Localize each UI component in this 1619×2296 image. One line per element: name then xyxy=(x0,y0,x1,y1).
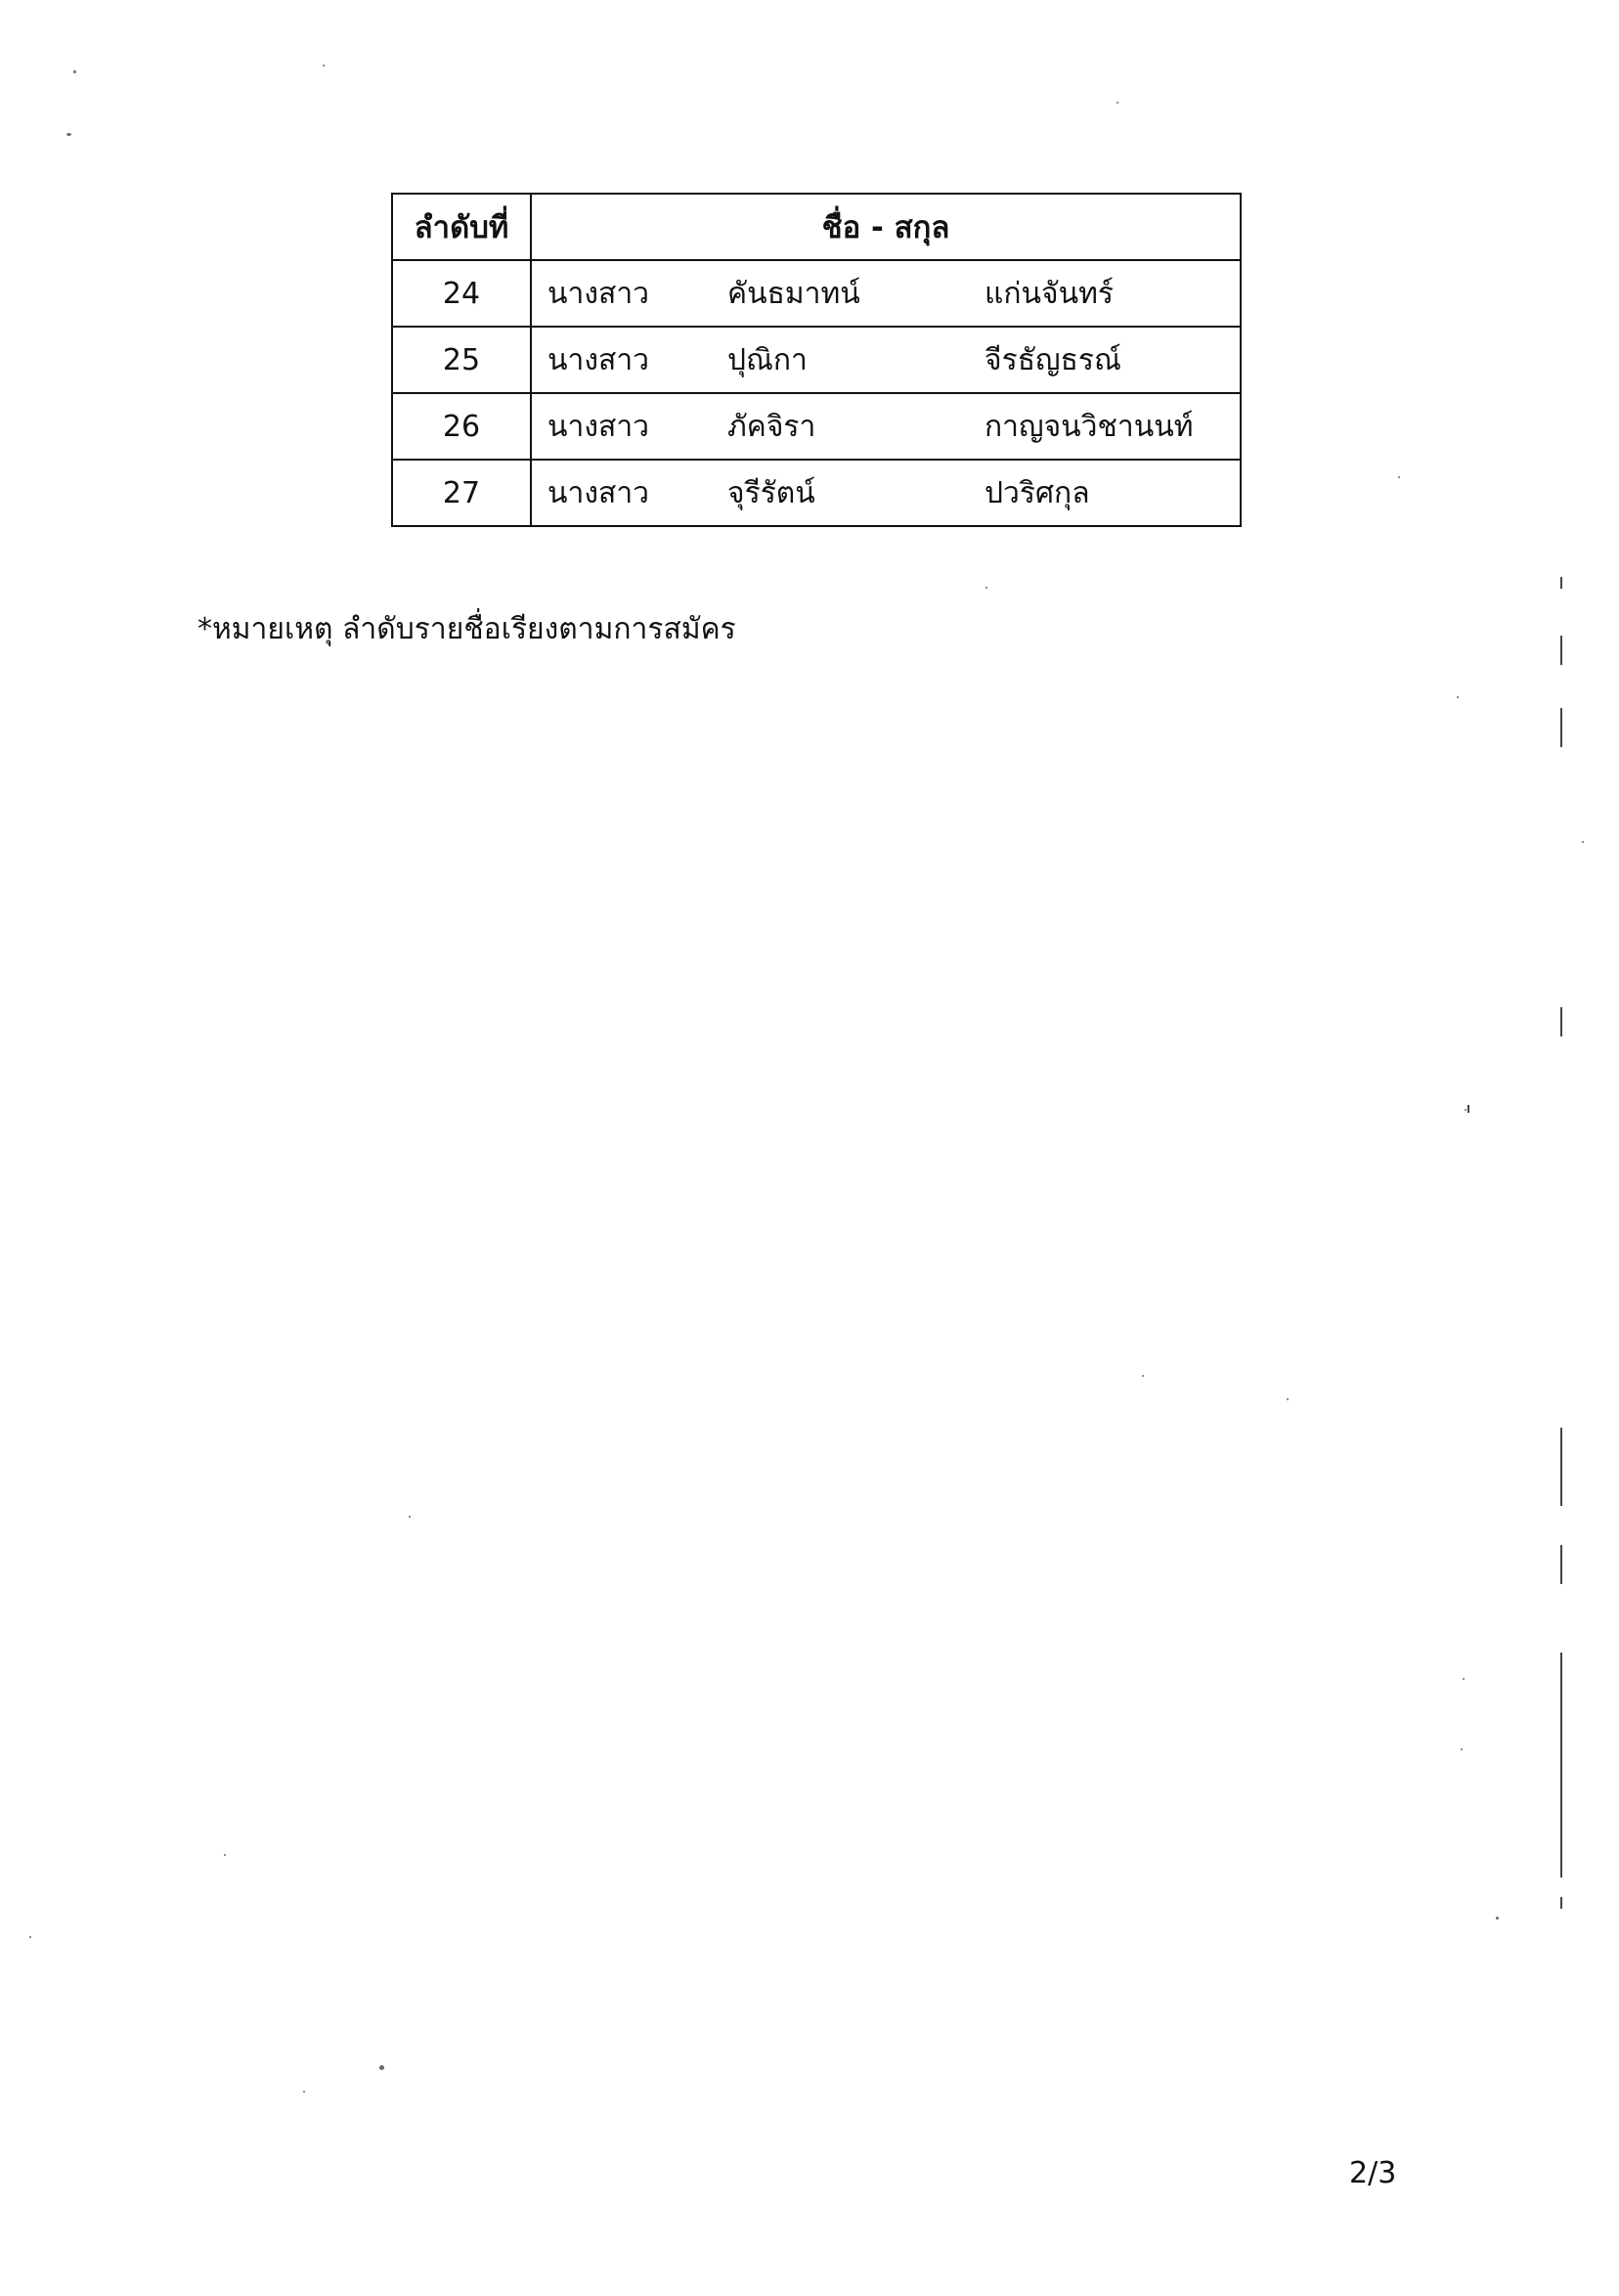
scan-speck xyxy=(224,1854,226,1856)
name-list-table xyxy=(391,193,1242,527)
scan-speck xyxy=(409,1516,411,1518)
first-name: ปุณิกา xyxy=(727,342,808,377)
scan-speck xyxy=(1465,1109,1466,1111)
first-name: ภัคจิรา xyxy=(727,409,816,444)
first-name: จุรีรัตน์ xyxy=(727,475,815,510)
header-order-number: ลำดับที่ xyxy=(392,194,531,260)
table-row xyxy=(392,393,1241,460)
scan-edge-mark xyxy=(1560,577,1562,589)
name-title: นางสาว xyxy=(547,276,650,311)
full-name-cell xyxy=(531,393,1241,460)
scan-speck xyxy=(379,2065,384,2070)
scan-speck xyxy=(303,2091,305,2093)
scan-speck xyxy=(1461,1748,1463,1750)
order-number-cell: 25 xyxy=(392,327,531,393)
scan-edge-mark xyxy=(1467,1105,1469,1113)
table-row xyxy=(392,260,1241,327)
scan-speck xyxy=(66,133,71,136)
table-row xyxy=(392,327,1241,393)
full-name-cell xyxy=(531,327,1241,393)
last-name: กาญจนวิชานนท์ xyxy=(985,409,1194,444)
scan-edge-mark xyxy=(1560,1545,1562,1584)
page-number: 2/3 xyxy=(1349,2156,1397,2190)
scan-speck xyxy=(73,70,76,73)
scan-edge-mark xyxy=(1560,1897,1562,1909)
full-name-cell xyxy=(531,460,1241,526)
scan-speck xyxy=(1463,1678,1465,1680)
name-title: นางสาว xyxy=(547,409,650,444)
name-title: นางสาว xyxy=(547,342,650,377)
scan-speck xyxy=(323,65,325,66)
last-name: จีรธัญธรณ์ xyxy=(985,342,1121,377)
last-name: แก่นจันทร์ xyxy=(985,276,1114,311)
scan-edge-mark xyxy=(1560,708,1562,747)
scan-edge-mark xyxy=(1560,636,1562,665)
first-name: คันธมาทน์ xyxy=(727,276,860,311)
scan-speck xyxy=(29,1936,31,1938)
scan-speck xyxy=(1582,841,1584,843)
scan-speck xyxy=(1116,102,1118,104)
order-number-cell: 26 xyxy=(392,393,531,460)
full-name-cell xyxy=(531,260,1241,327)
scan-speck xyxy=(1287,1398,1289,1400)
scan-speck xyxy=(1398,476,1400,478)
scan-edge-mark xyxy=(1560,1653,1562,1877)
scan-edge-mark xyxy=(1560,1428,1562,1506)
scan-speck xyxy=(1496,1917,1499,1920)
last-name: ปวริศกุล xyxy=(985,475,1090,510)
footnote-remark: *หมายเหตุ ลำดับรายชื่อเรียงตามการสมัคร xyxy=(197,612,736,646)
scan-speck xyxy=(1142,1375,1144,1377)
scan-edge-mark xyxy=(1560,1007,1562,1037)
header-full-name: ชื่อ - สกุล xyxy=(531,194,1241,260)
name-title: นางสาว xyxy=(547,475,650,510)
order-number-cell: 24 xyxy=(392,260,531,327)
scan-speck xyxy=(985,587,987,589)
table-header-row xyxy=(392,194,1241,260)
table-row xyxy=(392,460,1241,526)
order-number-cell: 27 xyxy=(392,460,531,526)
scan-speck xyxy=(1457,696,1459,698)
